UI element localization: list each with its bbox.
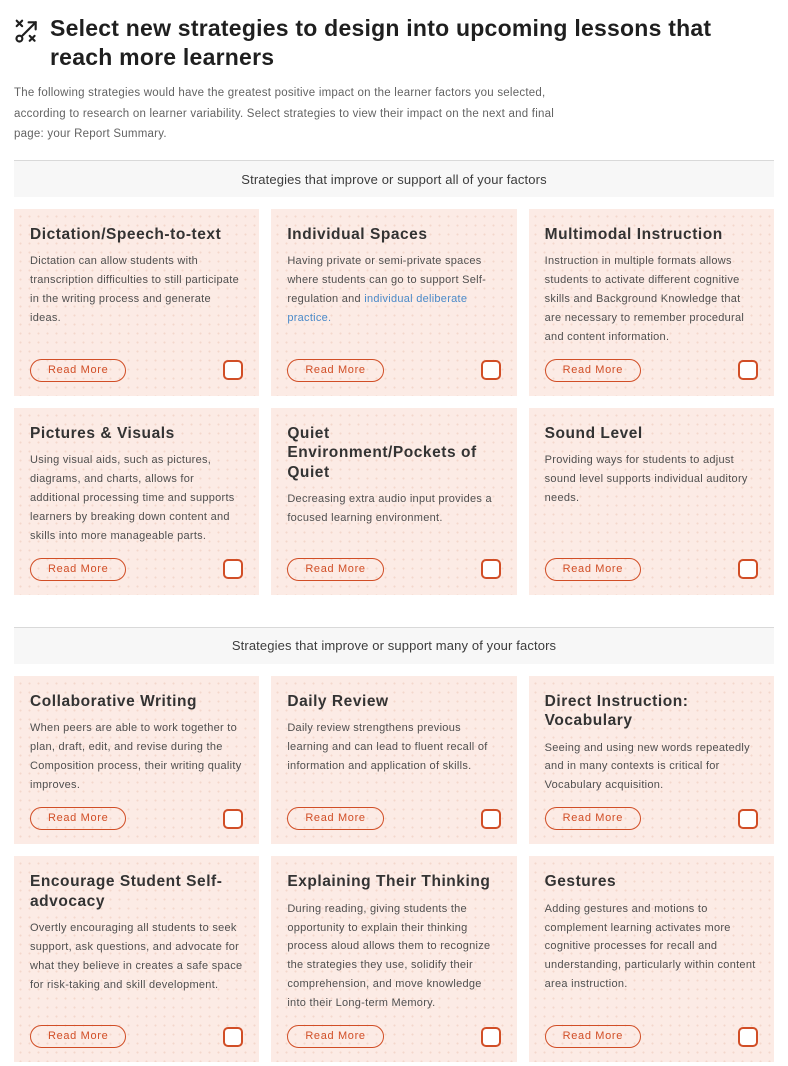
strategy-checkbox[interactable] (481, 559, 501, 579)
card-body: Daily review strengthens previous learning and can lead to fluent recall of information and application of skills. (287, 722, 488, 772)
section-all-factors (14, 160, 774, 595)
strategy-checkbox[interactable] (223, 559, 243, 579)
card-title: Explaining Their Thinking (287, 873, 491, 891)
card-footer (545, 1013, 758, 1048)
card-body: Dictation can allow students with transcription difficulties to still participate in the writing process and generate ideas. (30, 255, 239, 325)
card-footer (545, 546, 758, 581)
card-body: During reading, giving students the opportunity to explain their thinking process aloud allows them to recognize the strategies they use, solidify their comprehension, and move knowledge into their Long-term Memory. (287, 902, 491, 1010)
strategy-checkbox[interactable] (481, 1027, 501, 1047)
strategy-card (271, 676, 516, 844)
card-title: Direct Instruction: Vocabulary (544, 692, 689, 730)
read-more-button[interactable]: Read More (545, 359, 641, 382)
strategy-checkbox[interactable] (481, 809, 501, 829)
strategy-card (529, 408, 774, 595)
card-title: Daily Review (287, 692, 389, 710)
strategy-checkbox[interactable] (223, 809, 243, 829)
card-footer (287, 1013, 500, 1048)
section-many-factors (14, 627, 774, 1062)
read-more-button[interactable]: Read More (287, 1025, 383, 1048)
card-footer (30, 795, 243, 830)
strategy-checkbox[interactable] (738, 809, 758, 829)
read-more-button[interactable]: Read More (30, 1025, 126, 1048)
card-body (287, 252, 500, 328)
deliberate-practice-link[interactable]: individual deliberate practice. (287, 293, 468, 325)
card-title: Collaborative Writing (30, 692, 197, 710)
card-body: Overtly encouraging all students to seek support, ask questions, and advocate for what they believe in creates a safe space for risk-taking and skill development. (30, 922, 243, 991)
page-header (14, 14, 774, 72)
read-more-button[interactable]: Read More (545, 807, 641, 830)
section-header-label: Strategies that improve or support all of your factors (241, 171, 547, 187)
card-footer (545, 347, 758, 382)
strategy-checkbox[interactable] (223, 1027, 243, 1047)
strategy-checkbox[interactable] (738, 1027, 758, 1047)
card-footer (545, 795, 758, 830)
read-more-button[interactable]: Read More (30, 807, 126, 830)
strategy-checkbox[interactable] (738, 360, 758, 380)
strategy-card (271, 856, 516, 1062)
strategy-card (529, 209, 774, 396)
card-footer (287, 795, 500, 830)
card-footer (287, 546, 500, 581)
read-more-button[interactable]: Read More (545, 1025, 641, 1048)
strategy-icon (14, 18, 40, 49)
card-title: Pictures & Visuals (30, 424, 175, 442)
strategy-card (529, 676, 774, 844)
card-body: When peers are able to work together to plan, draft, edit, and revise during the Composition process, their writing quality improves. (30, 722, 242, 791)
card-title: Multimodal Instruction (544, 226, 723, 243)
card-body: Adding gestures and motions to complement learning activates more cognitive processes for recall and understanding, particularly within content area instruction. (544, 902, 756, 991)
read-more-button[interactable]: Read More (287, 558, 383, 581)
read-more-button[interactable]: Read More (30, 359, 126, 382)
card-footer (30, 546, 243, 581)
strategy-checkbox[interactable] (481, 360, 501, 380)
page-description: The following strategies would have the greatest positive impact on the learner factors you selected, according to research on learner variability. Select strategies to view their impact on the next and final page: your Report Summary. (14, 86, 555, 141)
card-title: Sound Level (544, 424, 643, 442)
strategy-checkbox[interactable] (738, 559, 758, 579)
section-header-bar (14, 160, 774, 197)
card-body: Instruction in multiple formats allows students to activate different cognitive skills and Background Knowledge that are necessary to remember procedural and content information. (544, 255, 745, 343)
card-footer (30, 347, 243, 382)
card-grid (14, 209, 774, 595)
card-body-text: Having private or semi-private spaces where students can go to support Self-regulation and (287, 255, 487, 306)
strategy-card (14, 209, 259, 396)
strategy-card (271, 408, 516, 595)
strategy-card (529, 856, 774, 1062)
card-title: Gestures (544, 873, 617, 891)
card-title: Encourage Student Self-advocacy (30, 873, 223, 910)
strategy-card (14, 408, 259, 595)
strategy-checkbox[interactable] (223, 360, 243, 380)
read-more-button[interactable]: Read More (287, 359, 383, 382)
read-more-button[interactable]: Read More (545, 558, 641, 581)
card-footer (30, 1013, 243, 1048)
card-title: Dictation/Speech-to-text (30, 226, 222, 243)
card-title: Individual Spaces (287, 226, 428, 243)
page-title: Select new strategies to design into upcoming lessons that reach more learners (50, 15, 712, 70)
section-header-label: Strategies that improve or support many of your factors (231, 638, 557, 654)
read-more-button[interactable]: Read More (287, 807, 383, 830)
read-more-button[interactable]: Read More (30, 558, 126, 581)
section-header-bar (14, 627, 774, 664)
card-body: Seeing and using new words repeatedly and in many contexts is critical for Vocabulary acquisition. (544, 741, 750, 792)
strategy-card (271, 209, 516, 396)
strategy-card (14, 856, 259, 1062)
card-body: Providing ways for students to adjust sound level supports individual auditory needs. (544, 454, 748, 505)
strategy-card (14, 676, 259, 844)
card-grid (14, 676, 774, 1062)
card-footer (287, 347, 500, 382)
card-body: Using visual aids, such as pictures, diagrams, and charts, allows for additional processing time and supports learners by breaking down content and skills into more manageable parts. (30, 454, 235, 542)
card-body: Decreasing extra audio input provides a focused learning environment. (287, 493, 492, 524)
card-title: Quiet Environment/Pockets of Quiet (287, 424, 477, 481)
